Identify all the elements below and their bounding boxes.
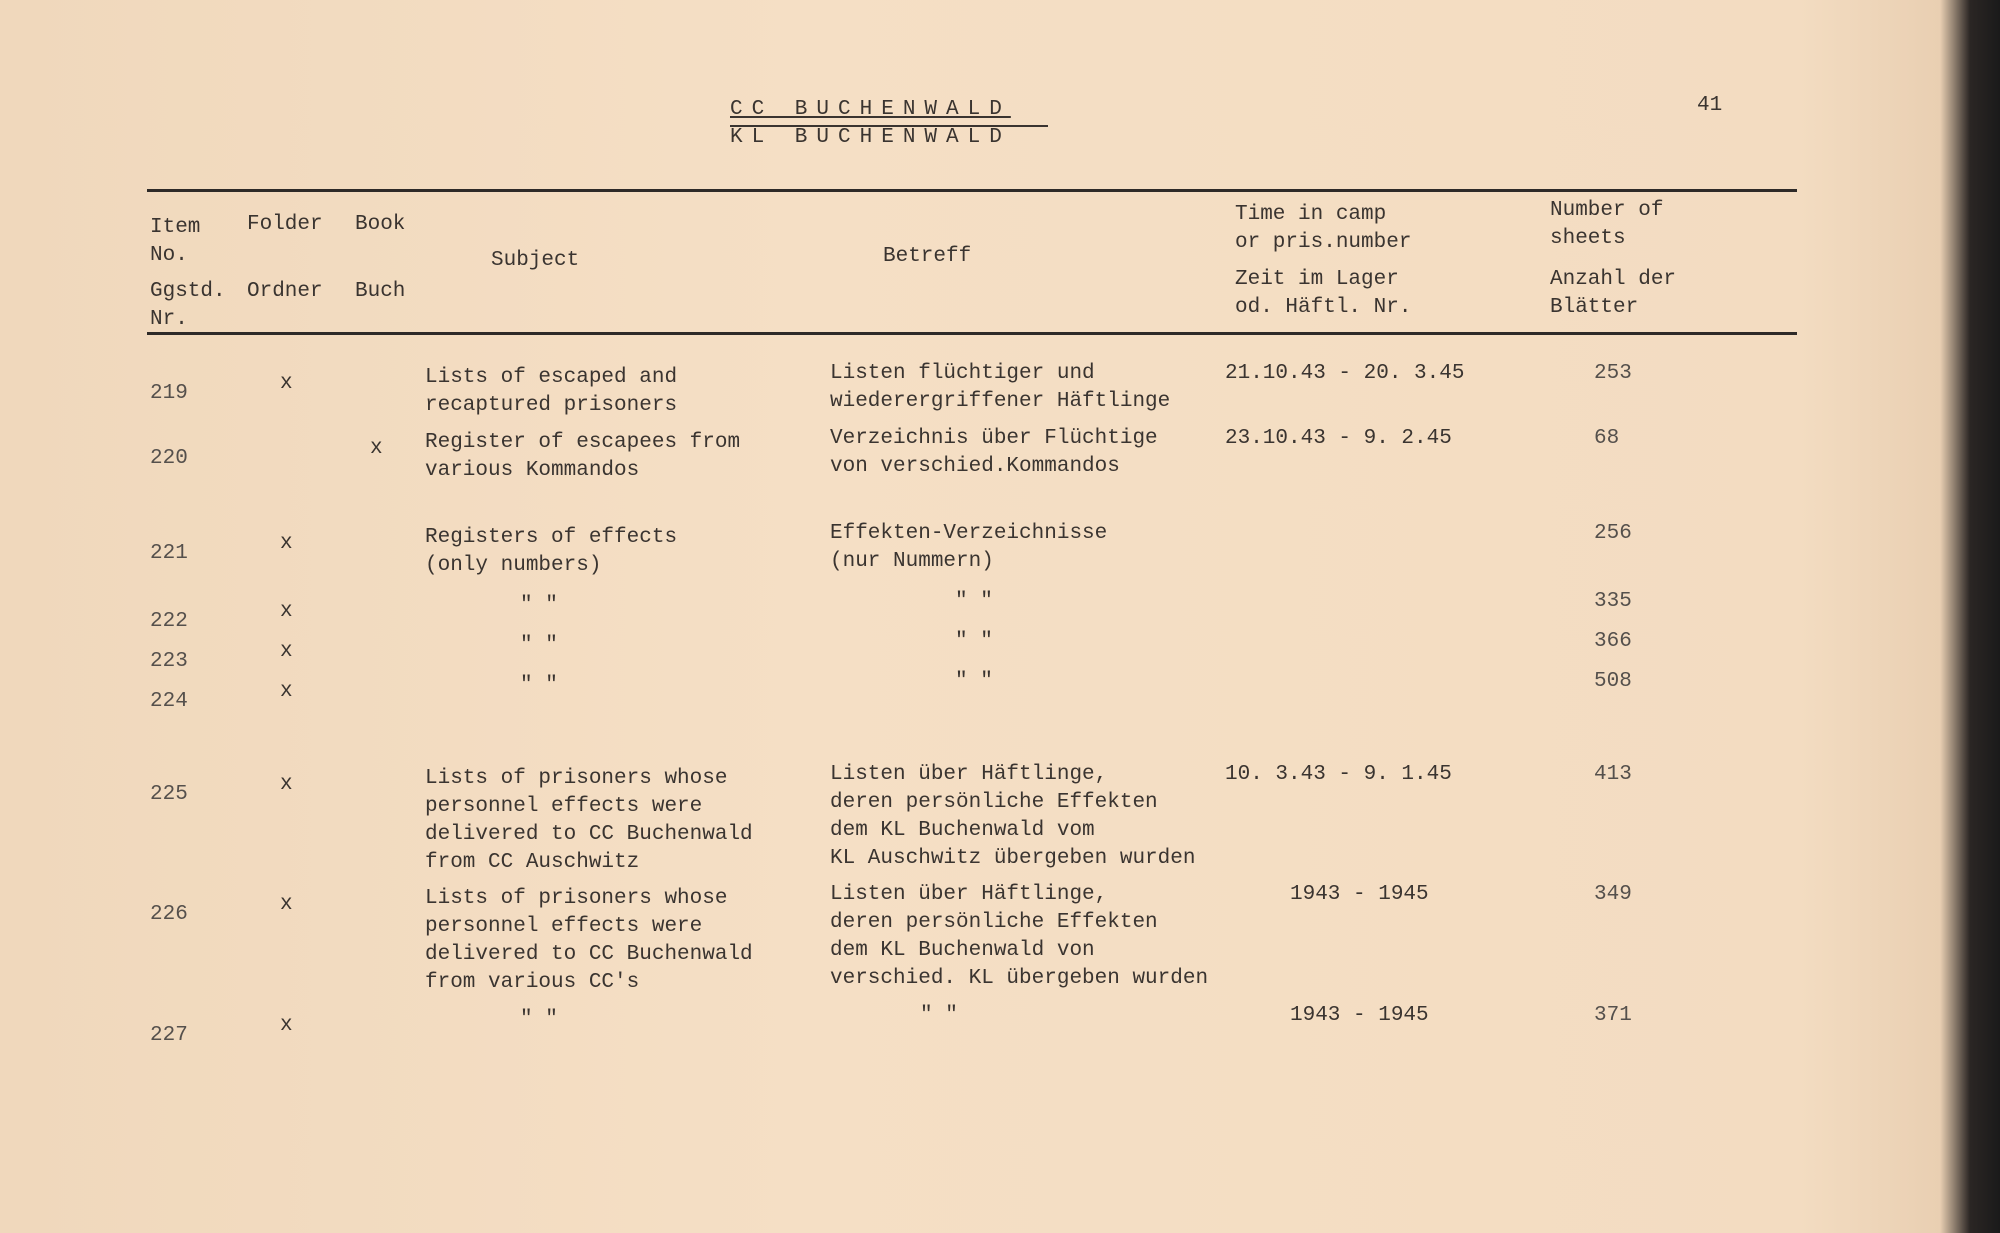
sheet-count: 371 xyxy=(1594,1004,1632,1027)
item-number: 223 xyxy=(150,650,188,673)
header-folder: Folder xyxy=(247,213,323,236)
item-number: 222 xyxy=(150,610,188,633)
subject: Register of escapees from various Kommandos xyxy=(425,431,741,482)
subject: " " xyxy=(520,674,558,697)
header-folder-de: Ordner xyxy=(247,280,323,303)
item-number: 221 xyxy=(150,542,188,565)
betreff: " " xyxy=(955,630,993,653)
top-rule xyxy=(147,189,1797,192)
header-sheets: Number of sheets xyxy=(1550,199,1664,250)
sheet-count: 508 xyxy=(1594,670,1632,693)
betreff: " " xyxy=(955,590,993,613)
subject: Registers of effects (only numbers) xyxy=(425,526,678,577)
folder-mark: x xyxy=(280,773,293,796)
header-time-de: Zeit im Lager od. Häftl. Nr. xyxy=(1235,268,1412,319)
sheet-count: 349 xyxy=(1594,883,1632,906)
sheet-count: 253 xyxy=(1594,362,1632,385)
subject: Lists of escaped and recaptured prisoners xyxy=(425,366,678,417)
sheet-count: 366 xyxy=(1594,630,1632,653)
folder-mark: x xyxy=(280,600,293,623)
header-rule xyxy=(147,332,1797,335)
subject: Lists of prisoners whose personnel effects were delivered to CC Buchenwald from CC Auschwitz xyxy=(425,767,753,874)
header-item: Item No. xyxy=(150,216,201,267)
folder-mark: x xyxy=(280,1014,293,1037)
header-sheets-de: Anzahl der Blätter xyxy=(1550,268,1677,319)
item-number: 226 xyxy=(150,903,188,926)
subject: " " xyxy=(520,594,558,617)
item-number: 224 xyxy=(150,690,188,713)
header-betreff: Betreff xyxy=(883,245,972,268)
time-in-camp: 10. 3.43 - 9. 1.45 xyxy=(1225,763,1452,786)
betreff: Listen über Häftlinge, deren persönliche Effekten dem KL Buchenwald vom KL Auschwitz übergeben wurden xyxy=(830,763,1196,870)
folder-mark: x xyxy=(280,680,293,703)
folder-mark: x xyxy=(280,893,293,916)
betreff: Listen über Häftlinge, deren persönliche Effekten dem KL Buchenwald von verschied. KL übergeben wurden xyxy=(830,883,1209,990)
page-number: 41 xyxy=(1697,94,1723,117)
betreff: Verzeichnis über Flüchtige von verschied.Kommandos xyxy=(830,427,1158,478)
subject: " " xyxy=(520,634,558,657)
time-in-camp: 1943 - 1945 xyxy=(1290,1004,1429,1027)
sheet-count: 413 xyxy=(1594,763,1632,786)
sheet-count: 335 xyxy=(1594,590,1632,613)
betreff: Listen flüchtiger und wiederergriffener Häftlinge xyxy=(830,362,1171,413)
folder-mark: x xyxy=(280,532,293,555)
title-cc: CC BUCHENWALD xyxy=(730,98,1011,121)
folder-mark: x xyxy=(280,640,293,663)
header-book-de: Buch xyxy=(355,280,406,303)
header-book: Book xyxy=(355,213,406,236)
header-subject: Subject xyxy=(491,249,580,272)
betreff: " " xyxy=(955,670,993,693)
header-time: Time in camp or pris.number xyxy=(1235,203,1412,254)
subject: " " xyxy=(520,1008,558,1031)
item-number: 227 xyxy=(150,1024,188,1047)
book-mark: x xyxy=(370,437,383,460)
time-in-camp: 23.10.43 - 9. 2.45 xyxy=(1225,427,1452,450)
time-in-camp: 21.10.43 - 20. 3.45 xyxy=(1225,362,1465,385)
betreff: Effekten-Verzeichnisse (nur Nummern) xyxy=(830,522,1108,573)
item-number: 219 xyxy=(150,382,188,405)
subject: Lists of prisoners whose personnel effects were delivered to CC Buchenwald from various CC's xyxy=(425,887,753,994)
sheet-count: 256 xyxy=(1594,522,1632,545)
folder-mark: x xyxy=(280,372,293,395)
item-number: 225 xyxy=(150,783,188,806)
item-number: 220 xyxy=(150,447,188,470)
betreff: " " xyxy=(920,1004,958,1027)
time-in-camp: 1943 - 1945 xyxy=(1290,883,1429,906)
sheet-count: 68 xyxy=(1594,427,1620,450)
header-item-de: Ggstd. Nr. xyxy=(150,280,226,331)
title-kl: KL BUCHENWALD xyxy=(730,126,1011,149)
